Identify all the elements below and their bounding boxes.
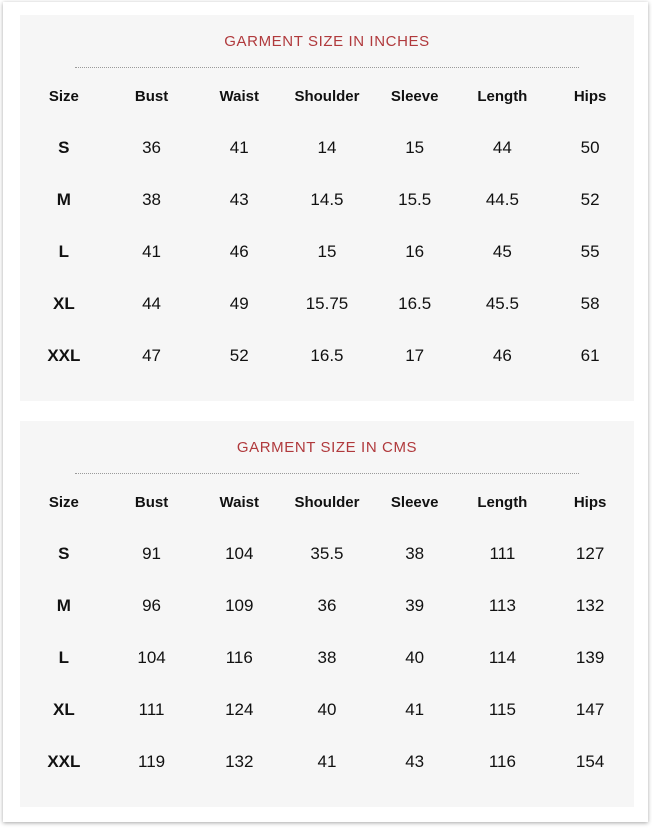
measurement-cell: 15	[317, 242, 337, 261]
measurement-cell: 115	[488, 700, 516, 719]
table-row	[20, 330, 634, 382]
measurement-cell: 104	[225, 544, 254, 563]
column-header-length: Length	[477, 493, 528, 511]
size-label-cell: L	[58, 242, 70, 261]
measurement-cell: 132	[225, 752, 254, 771]
measurement-cell: 39	[405, 596, 425, 615]
table-row	[20, 580, 634, 632]
measurement-cell: 52	[229, 346, 249, 365]
measurement-cell: 55	[580, 242, 600, 261]
size-label-cell: M	[56, 190, 71, 209]
table-header-row	[20, 70, 634, 122]
measurement-cell: 44	[492, 138, 512, 157]
measurement-cell: 44	[142, 294, 162, 313]
cms-size-table	[20, 476, 634, 788]
size-label-cell: XL	[52, 294, 75, 313]
cms-size-panel	[20, 421, 634, 807]
measurement-cell: 124	[225, 700, 254, 719]
table-row	[20, 684, 634, 736]
measurement-cell: 36	[317, 596, 337, 615]
table-row	[20, 528, 634, 580]
measurement-cell: 46	[492, 346, 512, 365]
table-header-row	[20, 476, 634, 528]
table-row	[20, 736, 634, 788]
size-label-cell: S	[58, 138, 70, 157]
column-header-shoulder: Shoulder	[294, 493, 360, 511]
measurement-cell: 43	[405, 752, 425, 771]
column-header-bust: Bust	[134, 87, 169, 105]
measurement-cell: 41	[317, 752, 337, 771]
measurement-cell: 15.5	[398, 190, 432, 209]
measurement-cell: 45.5	[485, 294, 519, 313]
table-row	[20, 278, 634, 330]
measurement-cell: 14	[317, 138, 337, 157]
measurement-cell: 132	[575, 596, 605, 615]
title-divider	[75, 67, 579, 68]
measurement-cell: 14.5	[310, 190, 344, 209]
cms-table-title: GARMENT SIZE IN CMS	[236, 439, 418, 456]
size-chart-card	[3, 2, 648, 822]
measurement-cell: 41	[142, 242, 162, 261]
size-label-cell: M	[56, 596, 71, 615]
size-label-cell: XXL	[47, 752, 81, 771]
measurement-cell: 35.5	[310, 544, 344, 563]
measurement-cell: 58	[580, 294, 600, 313]
column-header-hips: Hips	[573, 87, 607, 105]
size-label-cell: L	[58, 648, 70, 667]
table-row	[20, 122, 634, 174]
measurement-cell: 91	[142, 544, 162, 563]
measurement-cell: 154	[575, 752, 605, 771]
measurement-cell: 104	[137, 648, 166, 667]
measurement-cell: 50	[580, 138, 600, 157]
measurement-cell: 41	[405, 700, 425, 719]
measurement-cell: 61	[580, 346, 600, 365]
inches-size-table	[20, 70, 634, 382]
measurement-cell: 47	[142, 346, 162, 365]
measurement-cell: 139	[575, 648, 605, 667]
column-header-waist: Waist	[219, 87, 259, 105]
column-header-hips: Hips	[573, 493, 607, 511]
measurement-cell: 44.5	[485, 190, 519, 209]
measurement-cell: 16.5	[310, 346, 344, 365]
measurement-cell: 49	[229, 294, 249, 313]
measurement-cell: 119	[138, 752, 166, 771]
measurement-cell: 46	[229, 242, 249, 261]
measurement-cell: 127	[575, 544, 605, 563]
measurement-cell: 38	[142, 190, 162, 209]
column-header-waist: Waist	[219, 493, 259, 511]
column-header-size: Size	[48, 493, 79, 511]
measurement-cell: 116	[488, 752, 516, 771]
measurement-cell: 45	[492, 242, 512, 261]
measurement-cell: 96	[142, 596, 162, 615]
column-header-length: Length	[477, 87, 528, 105]
measurement-cell: 16.5	[398, 294, 432, 313]
column-header-sleeve: Sleeve	[390, 493, 439, 511]
inches-table-title: GARMENT SIZE IN INCHES	[224, 33, 430, 50]
measurement-cell: 52	[580, 190, 600, 209]
measurement-cell: 41	[229, 138, 249, 157]
title-divider	[75, 473, 579, 474]
measurement-cell: 113	[488, 596, 516, 615]
column-header-size: Size	[48, 87, 79, 105]
measurement-cell: 38	[317, 648, 337, 667]
column-header-shoulder: Shoulder	[294, 87, 360, 105]
table-row	[20, 632, 634, 684]
size-label-cell: S	[58, 544, 70, 563]
measurement-cell: 16	[405, 242, 425, 261]
measurement-cell: 111	[138, 700, 165, 719]
measurement-cell: 36	[142, 138, 162, 157]
column-header-bust: Bust	[134, 493, 169, 511]
measurement-cell: 147	[575, 700, 605, 719]
measurement-cell: 17	[405, 346, 425, 365]
inches-size-panel	[20, 15, 634, 401]
measurement-cell: 109	[225, 596, 254, 615]
column-header-sleeve: Sleeve	[390, 87, 439, 105]
measurement-cell: 116	[225, 648, 253, 667]
size-label-cell: XXL	[47, 346, 81, 365]
measurement-cell: 111	[489, 544, 516, 563]
measurement-cell: 15	[405, 138, 425, 157]
table-row	[20, 174, 634, 226]
measurement-cell: 43	[229, 190, 249, 209]
measurement-cell: 38	[405, 544, 425, 563]
size-label-cell: XL	[52, 700, 75, 719]
measurement-cell: 15.75	[305, 294, 349, 313]
measurement-cell: 40	[405, 648, 425, 667]
measurement-cell: 114	[488, 648, 516, 667]
measurement-cell: 40	[317, 700, 337, 719]
table-row	[20, 226, 634, 278]
